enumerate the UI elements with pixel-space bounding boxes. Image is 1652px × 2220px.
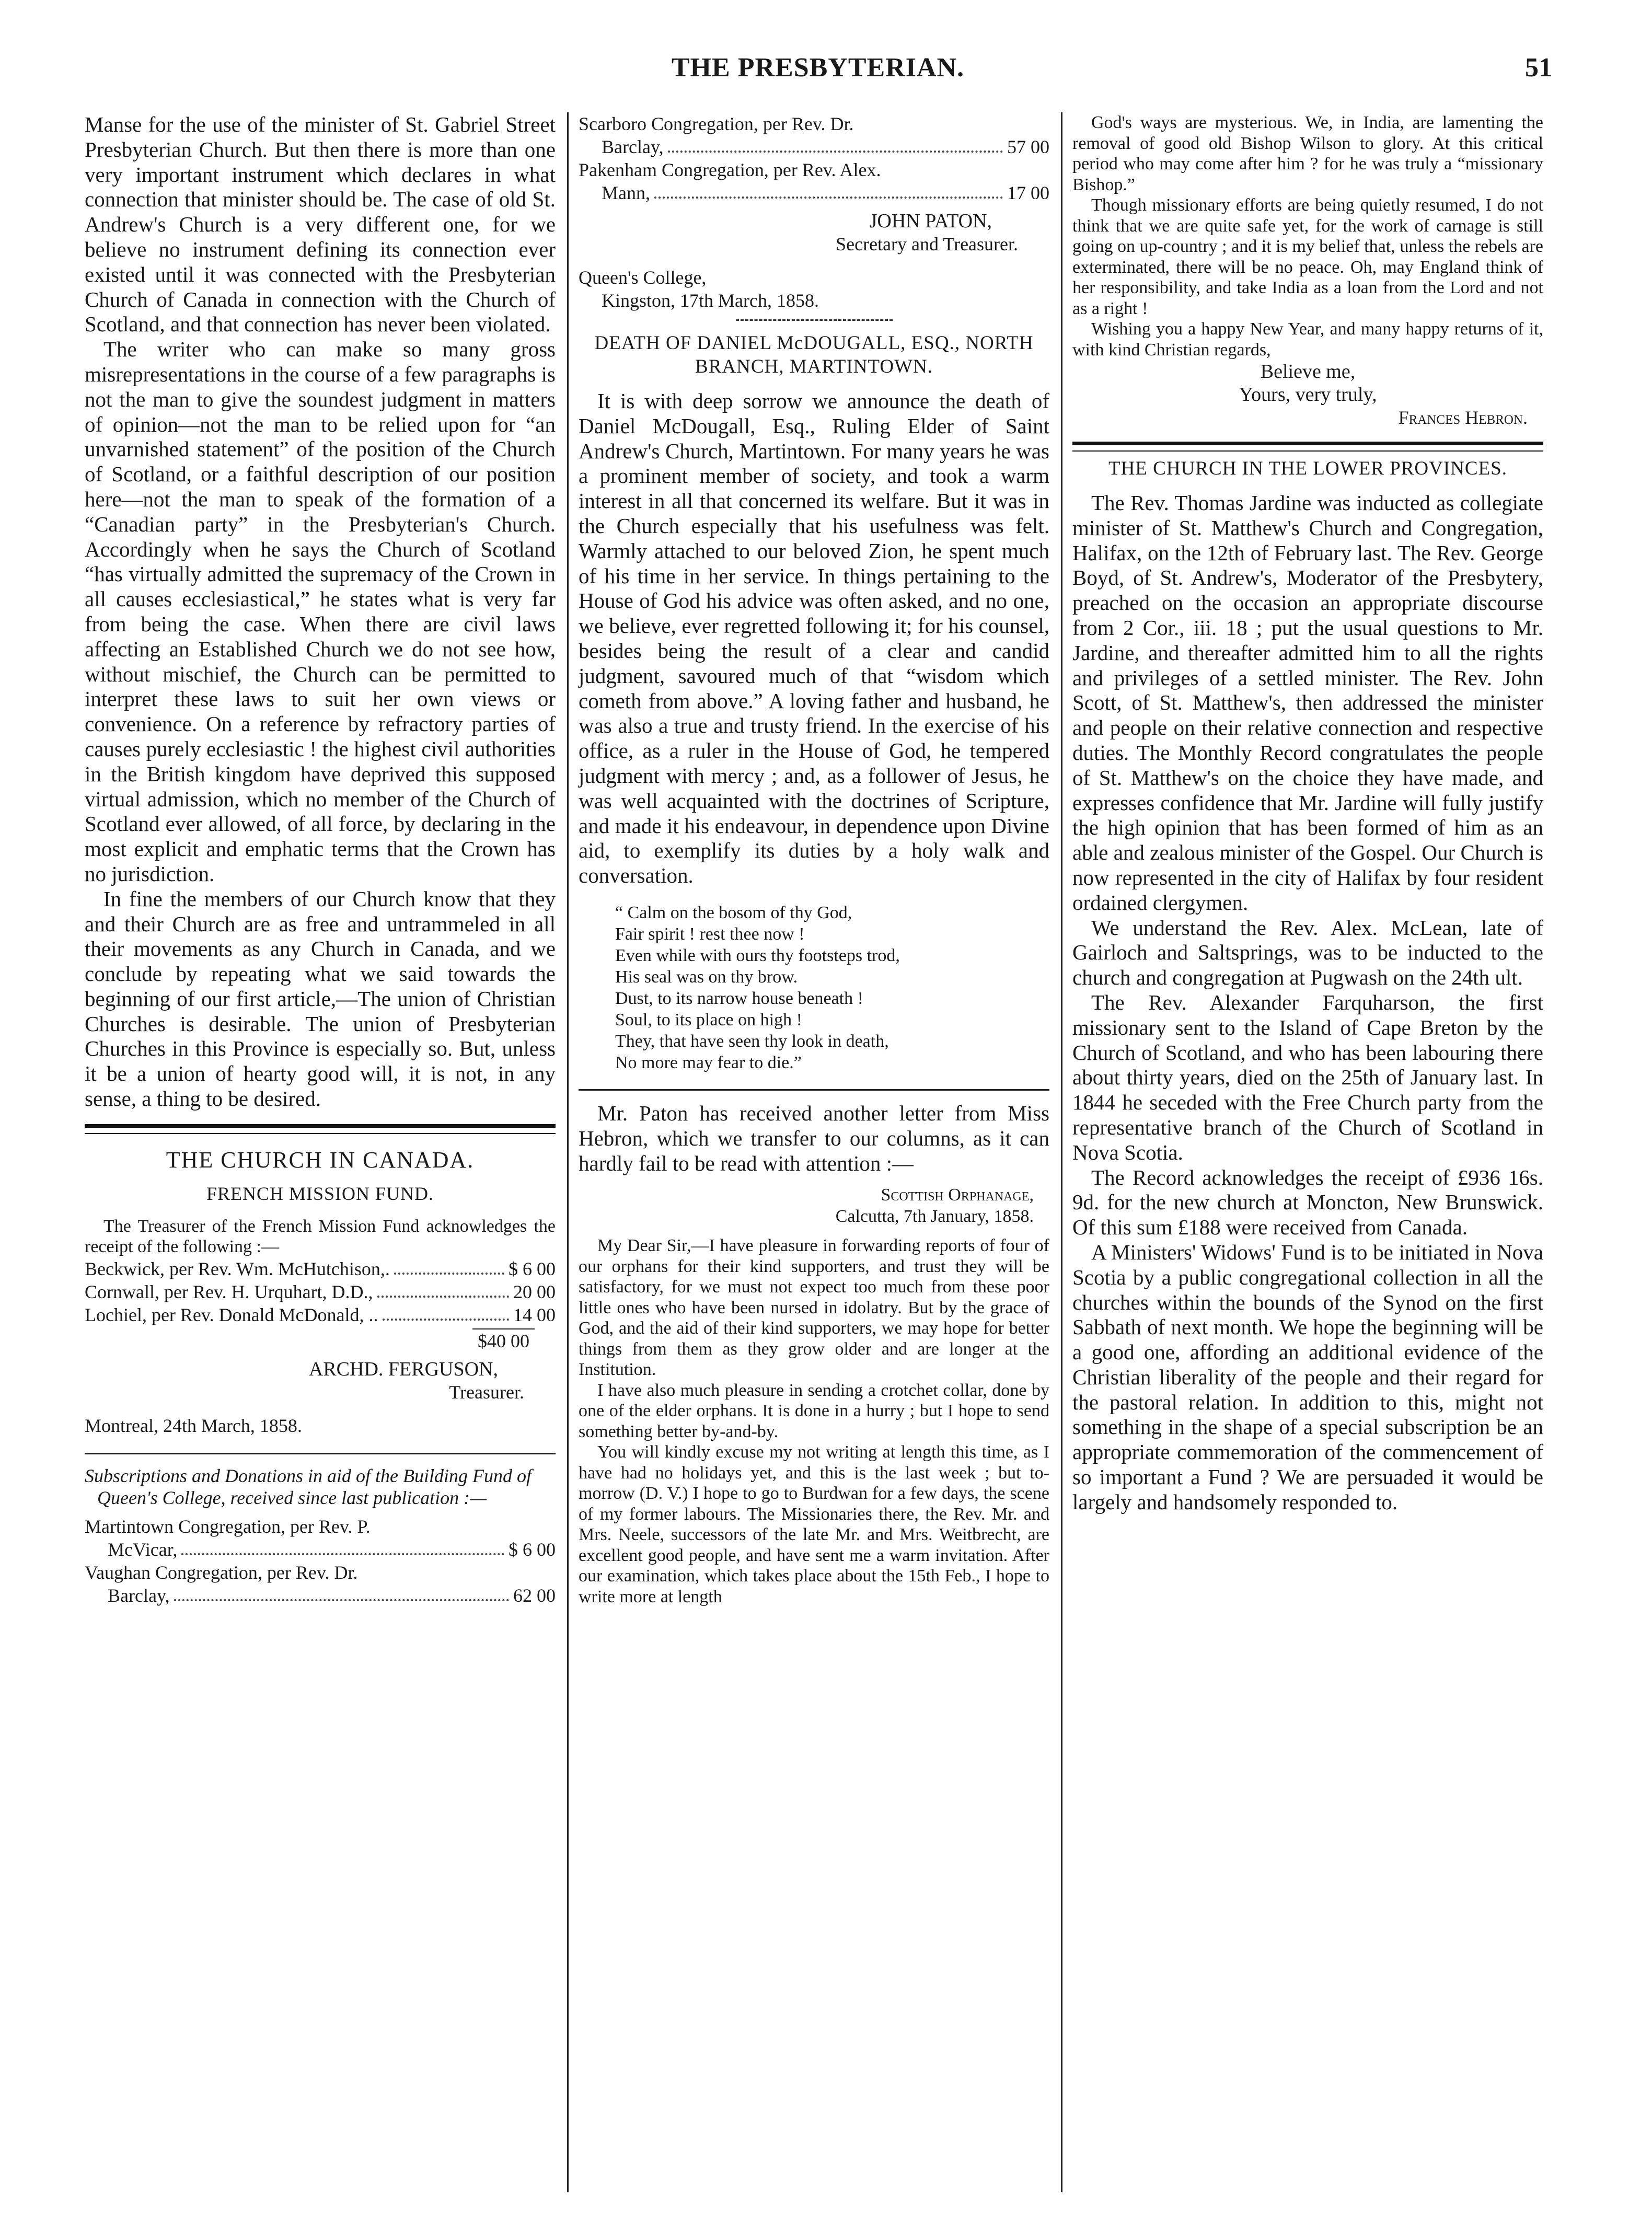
poem-line: They, that have seen thy look in death, (615, 1031, 889, 1051)
letter-signoff: Believe me, (1260, 361, 1356, 383)
ledger-label: Lochiel, per Rev. Donald McDonald, .. (85, 1304, 378, 1325)
ledger-row (85, 1584, 556, 1607)
ledger-row (85, 1538, 556, 1561)
letter-paragraph: God's ways are mysterious. We, in India, are lamenting the removal of good old Bishop Wilson to glory. At this critical period who may come after him ? for he was truly a “missionary Bishop.” (1072, 113, 1543, 194)
poem-line: No more may fear to die.” (615, 1053, 802, 1072)
ledger-row (85, 1303, 556, 1326)
section-rule (1072, 442, 1543, 452)
leader-dots (383, 1319, 509, 1321)
leader-dots (377, 1296, 509, 1298)
article-paragraph: The Rev. Alexander Farquharson, the first missionary sent to the Island of Cape Breton by the Church of Scotland, and who has been labouring there about thirty years, died on the 25th of January last. In 1844 he seceded with the Free Church party from the representative branch of the Church of Scotland in Nova Scotia. (1072, 990, 1543, 1164)
fund-intro: The Treasurer of the French Mission Fund acknowledges the receipt of the following :— (85, 1216, 556, 1257)
running-title: THE PRESBYTERIAN. (671, 53, 965, 83)
section-rule (579, 1089, 1049, 1091)
ledger-label: Beckwick, per Rev. Wm. McHutchison,. (85, 1258, 390, 1279)
column-middle (567, 112, 1061, 2198)
article-paragraph: A Ministers' Widows' Fund is to be initiated in Nova Scotia by a public congregational collection in all the churches within the bounds of the Synod on the first Sabbath of next month. We hope the beginning will be a good one, affording an additional evidence of the Christian liberality of the people and their regard for the pastoral relation. In addition to this, might not something in the shape of a special subscription be an appropriate commemoration of the commencement of so important a Fund ? We are persuaded it would be largely and handsomely responded to. (1072, 1240, 1543, 1514)
ledger-amount: 20 00 (513, 1281, 556, 1302)
article-paragraph: Manse for the use of the minister of St. Gabriel Street Presbyterian Church. But then there is more than one very important instrument which declares in what connection that minister should be. The case of old St. Andrew's Church is a very different one, for we believe no instrument defining its connection ever existed until it was connected with the Presbyterian Church of Canada in connection with the Church of Scotland, and that connection has never been violated. (85, 112, 556, 337)
ledger-label: Cornwall, per Rev. H. Urquhart, D.D., (85, 1281, 373, 1302)
ledger-amount: $ 6 00 (509, 1539, 556, 1560)
leader-dots (394, 1273, 504, 1275)
leader-dots (668, 151, 1003, 153)
poem-line: Soul, to its place on high ! (615, 1010, 802, 1030)
fund-title: FRENCH MISSION FUND. (206, 1183, 434, 1204)
ledger-amount: 17 00 (1007, 182, 1049, 203)
ledger-label: Barclay, (602, 136, 664, 157)
obituary-text: It is with deep sorrow we announce the death of Daniel McDougall, Esq., Ruling Elder of Saint Andrew's Church, Martintown. For many years he was a prominent member of society, and took a warm interest in all that concerned its welfare. But it was in the Church especially that his usefulness was felt. Warmly attached to our beloved Zion, he spent much of his time in her service. In things pertaining to the House of God his advice was often asked, and no one, we believe, ever regretted following it; for his counsel, besides being the result of a clear and candid judgment, savoured much of that “wisdom which cometh from above.” A loving father and husband, he was also a true and trusty friend. In the exercise of his office, as a ruler in the House of God, he tempered judgment with mercy ; and, as a follower of Jesus, he was well acquainted with the doctrines of Scripture, and made it his endeavour, in dependence upon Divine aid, to exemplify its duties by a holy walk and conversation. (579, 389, 1049, 888)
leader-dots (174, 1599, 509, 1601)
poem-line: Fair spirit ! rest thee now ! (615, 924, 805, 944)
section-rule (85, 1453, 556, 1454)
article-paragraph: We understand the Rev. Alex. McLean, late of Gairloch and Saltsprings, was to be inducted to the church and congregation at Pugwash on the 24th ult. (1072, 915, 1543, 990)
letter-paragraph: Though missionary efforts are being quietly resumed, I do not think that we are quite safe yet, for the work of carnage is still going on up-country ; and it is my belief that, unless the rebels are exterminated, there will be no peace. Oh, may England think of her responsibility, and take India as a loan from the Lord and not as a right ! (1072, 195, 1543, 318)
secretary-role: Secretary and Treasurer. (836, 234, 1018, 255)
column-left (73, 112, 567, 2198)
fund-date: Montreal, 24th March, 1858. (85, 1415, 302, 1436)
ledger-label: Barclay, (108, 1585, 170, 1606)
ledger-amount: 14 00 (513, 1304, 556, 1325)
ledger-amount: $ 6 00 (509, 1258, 556, 1279)
ledger-label: Mann, (602, 182, 650, 203)
ledger-label: McVicar, (108, 1539, 178, 1560)
ledger-row (85, 1257, 556, 1280)
subscriptions-heading: Subscriptions and Donations in aid of the Building Fund of Queen's College, received since last publication :— (85, 1465, 532, 1508)
column-right (1061, 112, 1555, 2198)
article-paragraph: The writer who can make so many gross misrepresentations in the course of a few paragraphs is not the man to give the soundest judgment in matters of opinion—not the man to be relied upon for “an unvarnished statement” of the position of the Church of Scotland, or a faithful description of our position here—not the man to speak of the formation of a “Canadian party” in the Presbyterian's Church. Accordingly when he says the Church of Scotland “has virtually admitted the supremacy of the Crown in all causes ecclesiastical,” he states what is very far from being the case. When there are civil laws affecting an Established Church we do not see how, without mischief, the Church can be permitted to interpret these laws to suit her own views or convenience. On a reference by refractory parties of causes purely ecclesiastic ! the highest civil authorities in the British kingdom have deprived this supposed virtual admission, which no member of the Church of Scotland ever allowed, of all force, by declaring in the most explicit and emphatic terms that the Crown has no jurisdiction. (85, 337, 556, 886)
poem (579, 902, 1049, 1073)
letter-paragraph: My Dear Sir,—I have pleasure in forwarding reports of four of our orphans for their kind supporters, and trust they will be satisfactory, for we must not expect too much from these poor little ones who have been nursed in idolatry. But by the grace of God, and the aid of their kind supporters, we may hope for better things from them as they grow older and are longer at the Institution. (579, 1236, 1049, 1380)
ledger-amount: 62 00 (513, 1585, 556, 1606)
ledger-row (85, 1280, 556, 1303)
letter-paragraph: Wishing you a happy New Year, and many happy returns of it, with kind Christian regards, (1072, 319, 1543, 360)
poem-line: His seal was on thy brow. (615, 967, 798, 987)
leader-dots (181, 1553, 504, 1555)
ledger-label: Martintown Congregation, per Rev. P. (85, 1516, 371, 1537)
section-title: THE CHURCH IN THE LOWER PROVINCES. (1108, 458, 1508, 479)
ledger-label: Pakenham Congregation, per Rev. Alex. (579, 159, 881, 180)
ledger-row (579, 135, 1049, 158)
secretary-name: JOHN PATON, (869, 210, 992, 232)
fund-total (85, 1329, 556, 1352)
article-paragraph: The Rev. Thomas Jardine was inducted as collegiate minister of St. Matthew's Church and Congregation, Halifax, on the 12th of February last. The Rev. George Boyd, of St. Andrew's, Moderator of the Presbytery, preached on the occasion an appropriate discourse from 2 Cor., iii. 18 ; put the usual questions to Mr. Jardine, and thereafter admitted him to all the rights and privileges of a settled minister. The Rev. John Scott, of St. Matthew's, then addressed the minister and people on their relative connection and respective duties. The Monthly Record congratulates the people of St. Matthew's on the choice they have made, and expresses confidence that Mr. Jardine will fully justify the high opinion that has been formed of him as an able and zealous minister of the Gospel. Our Church is now represented in the city of Halifax by four resident ordained clergymen. (1072, 491, 1543, 915)
ledger-row (579, 181, 1049, 204)
fund-total-value: $40 00 (472, 1328, 535, 1351)
ledger-label: Scarboro Congregation, per Rev. Dr. (579, 113, 854, 134)
article-paragraph: In fine the members of our Church know that they and their Church are as free and untrammeled in all their movements as any Church in Canada, and we conclude by repeating what we said towards the beginning of our first article,—The union of Christian Churches is desirable. The union of Presbyterian Churches in this Province is especially so. But, unless it be a union of hearty good will, it is not, in any sense, a thing to be desired. (85, 886, 556, 1111)
ledger-label: Vaughan Congregation, per Rev. Dr. (85, 1562, 358, 1583)
obituary-title: DEATH OF DANIEL McDOUGALL, ESQ., NORTH BRANCH, MARTINTOWN. (594, 332, 1034, 377)
page-number: 51 (1525, 53, 1552, 83)
treasurer-role: Treasurer. (449, 1381, 524, 1403)
poem-line: Even while with ours thy footsteps trod, (615, 945, 900, 965)
letter-signoff: Yours, very truly, (1239, 384, 1377, 406)
article-paragraph: The Record acknowledges the receipt of £936 16s. 9d. for the new church at Moncton, New Brunswick. Of this sum £188 were received from Canada. (1072, 1165, 1543, 1240)
section-rule (736, 319, 893, 321)
place-line: Queen's College, (579, 267, 707, 288)
letter-paragraph: I have also much pleasure in sending a crotchet collar, done by one of the elder orphans. It is done in a hurry ; but I hope to send something better by-and-by. (579, 1380, 1049, 1441)
page-header (84, 52, 1552, 94)
letter-date: Calcutta, 7th January, 1858. (835, 1207, 1034, 1227)
letter-place: Scottish Orphanage, (881, 1185, 1034, 1205)
ledger-amount: 57 00 (1007, 136, 1049, 157)
letter-signature: Frances Hebron. (1398, 407, 1528, 428)
letter-paragraph: You will kindly excuse my not writing at length this time, as I have had no holidays yet, and this is the last week ; but to-morrow (D. V.) I hope to go to Burdwan for a few days, the scene of my former labours. The Missionaries there, the Rev. Mr. and Mrs. Neele, successors of the late Mr. and Mrs. Weitbrecht, are excellent good people, and have sent me a warm invitation. After our examination, which takes place about the 15th Feb., I hope to write more at length (579, 1442, 1049, 1606)
section-title: THE CHURCH IN CANADA. (166, 1147, 475, 1173)
poem-line: “ Calm on the bosom of thy God, (615, 903, 852, 922)
leader-dots (654, 196, 1003, 199)
poem-line: Dust, to its narrow house beneath ! (615, 988, 863, 1008)
letter-intro: Mr. Paton has received another letter from Miss Hebron, which we transfer to our columns, as it can hardly fail to be read with attention :— (579, 1101, 1049, 1175)
date-line: Kingston, 17th March, 1858. (602, 290, 819, 311)
section-rule (85, 1124, 556, 1134)
treasurer-name: ARCHD. FERGUSON, (308, 1358, 498, 1380)
